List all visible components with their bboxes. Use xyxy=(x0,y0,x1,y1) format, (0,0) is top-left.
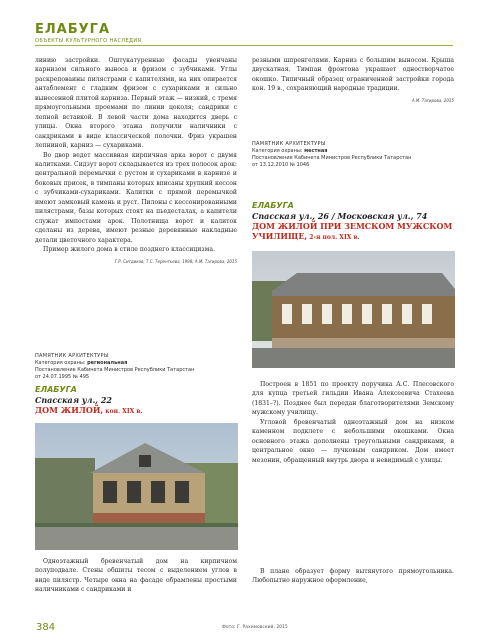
right-column-text xyxy=(252,56,454,105)
address-left xyxy=(35,385,240,417)
left-bottom-text xyxy=(35,557,237,595)
house-photo-right xyxy=(252,251,455,368)
street-address: Спасская ул., 26 / Московская ул., 74 xyxy=(252,211,428,221)
paragraph: Угловой бревенчатый одноэтажный дом на низком каменном подклете с небольшими окошками. Окна основного этажа дополнены треугольными сандриками, в центральное окно — лучковым сандриком. Дом имеет мезонин, обращенный внутрь двора и невидимый с улицы. xyxy=(252,418,454,464)
house-photo-left xyxy=(35,423,238,550)
paragraph: Построен в 1851 по проекту поручика А.С. Плесовского для купца третьей гильдии Ивана Алексеевича Стахеева (1831–?). Позднее был передан благотворителями Земскому мужскому училищу. xyxy=(252,381,454,417)
author-credit: А.М. Тагирова, 2015 xyxy=(411,97,454,103)
header-divider xyxy=(35,45,453,46)
paragraph: Одноэтажный бревенчатый дом на кирпичном полуподвале. Стены обшиты тесом с выделением углов в виде пилястр. Четыре окна на фасаде обрамлены простыми наличниками с сандриками и xyxy=(35,558,237,594)
decree-text: Постановление Кабинета Министров Республики Татарстан xyxy=(252,155,412,161)
paragraph: В плане образует форму вытянутого прямоугольника. Любопытно наружное оформление, xyxy=(252,568,454,585)
paragraph: линию застройки. Оштукатуренные фасады увенчаны карнизом сильного выноса и фризом с зубчиками. Углы раскреповаины пилястрами с капителями, на них опирается антаблемент с гладким фризом с сухариками и сильно вынесенной плитой карниза. Первый этаж — низкий, с тремя прямоугольными проемами по линии цоколя; сандрики с лепной вставкой. В левой части дома находится дверь с улицы. Окна второго этажа получили наличники с сандриками в виде классической полочки. Фриз украшен лепниной, карниз — сухариками. xyxy=(35,57,237,150)
object-name: ДОМ ЖИЛОЙ ПРИ ЗЕМСКОМ МУЖСКОМ УЧИЛИЩЕ, xyxy=(252,221,453,241)
paragraph: Пример жилого дома в стиле позднего классицизма. xyxy=(43,246,215,254)
monument-info-right xyxy=(252,141,457,169)
object-date: 2-я пол. XIX в. xyxy=(307,234,360,241)
section-subtitle: ОБЪЕКТЫ КУЛЬТУРНОГО НАСЛЕДИЯ xyxy=(35,38,142,44)
decree-date: от 13.12.2010 № 1046 xyxy=(252,162,310,168)
section-title: ЕЛАБУГА xyxy=(35,22,111,37)
city-name: ЕЛАБУГА xyxy=(252,201,294,210)
right-bottom-text xyxy=(252,567,454,586)
street-address: Спасская ул., 22 xyxy=(35,395,112,405)
paragraph: Во двор ведет массивная кирпичная арка ворот с двумя калитками. Сидзут ворот складывается из трех полосок арок: центральной перемычки с рустом и сухариками в карнизе и боковых присек, в тимпаны которых вписаны хрупкий кессон с зубчиками-сухариками. Калитки с прямой перемычкой имеют замковый камень и руст. Пилоны с кессонированными пилястрами, базы которых стоят на пьедесталах, а капители служат импостами арок. Полотнища ворот и калиток сделаны из дерева, имеют резные деревянные накладные детали цветочного характера. xyxy=(35,151,237,244)
address-right xyxy=(252,201,457,243)
protection-category-value: местная xyxy=(304,148,328,154)
decree-date: от 24.07.1995 № 495 xyxy=(35,374,90,380)
protection-category-value: региональная xyxy=(87,360,128,366)
monument-info-left xyxy=(35,353,240,381)
protection-category-label: Категория охраны: xyxy=(35,360,88,366)
object-date: кон. XIX в. xyxy=(103,408,143,415)
left-column-text xyxy=(35,56,237,266)
page-number: 384 xyxy=(36,622,56,633)
monument-type: ПАМЯТНИК АРХИТЕКТУРЫ xyxy=(252,141,326,147)
monument-type: ПАМЯТНИК АРХИТЕКТУРЫ xyxy=(35,353,109,359)
right-middle-text xyxy=(252,380,454,465)
object-name: ДОМ ЖИЛОЙ, xyxy=(35,405,104,415)
decree-text: Постановление Кабинета Министров Республики Татарстан xyxy=(35,367,195,373)
author-credit: Г.Р. Ситдиков, Т.С. Терентьева, 1998; А.М. Тагирова, 2015 xyxy=(114,258,237,264)
photo-credit: Фото: Г. Рахимовский, 2015 xyxy=(222,625,288,630)
city-name: ЕЛАБУГА xyxy=(35,385,77,394)
paragraph: резными шпренгелями. Карниз с большим выносом. Крыша двускатная. Тимпан фронтона украшает одностворчатое окошко. Типичный образец ограниченной застройки города кон. 19 в., сохраняющий народные традиции. xyxy=(252,57,454,93)
protection-category-label: Категория охраны: xyxy=(252,148,305,154)
